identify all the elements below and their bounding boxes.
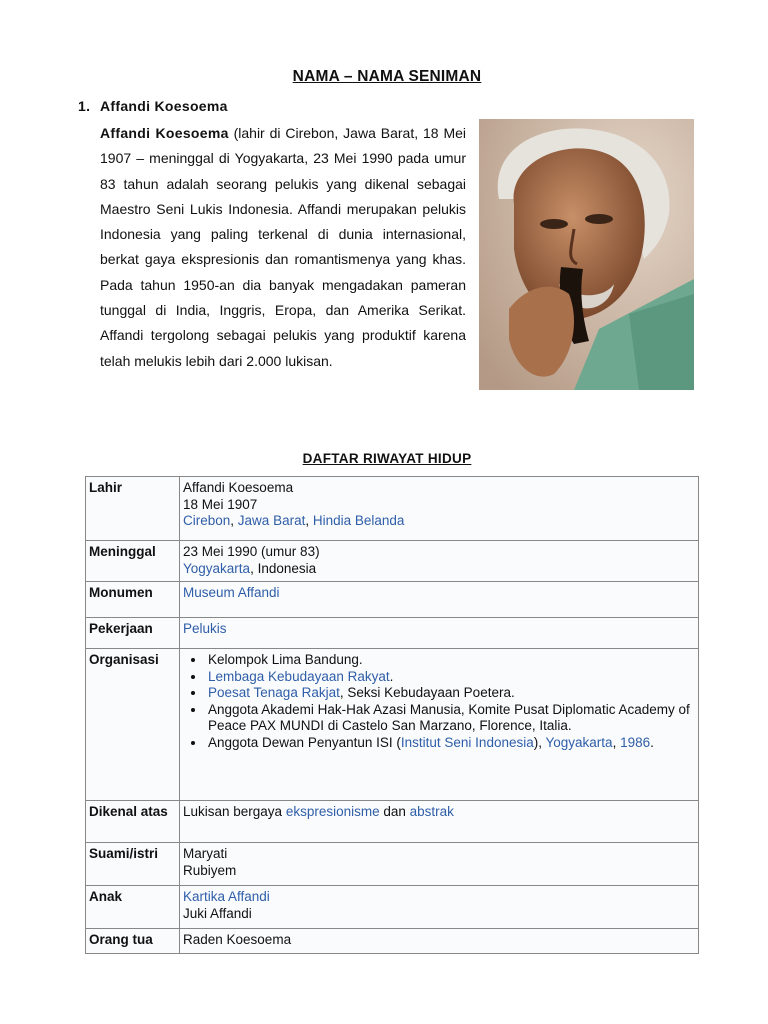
- link-hindia-belanda[interactable]: Hindia Belanda: [312, 513, 405, 528]
- row-label: Suami/istri: [86, 843, 180, 886]
- table-title: DAFTAR RIWAYAT HIDUP: [302, 451, 472, 466]
- row-value: [180, 843, 699, 886]
- separator: ,: [612, 734, 621, 750]
- child-name: Juki Affandi: [183, 905, 252, 921]
- child-name: [183, 889, 695, 906]
- row-label: Dikenal atas: [86, 801, 180, 843]
- death-place: [183, 561, 695, 578]
- table-row: [86, 582, 699, 618]
- row-label: Lahir: [86, 477, 180, 541]
- table-row: [86, 886, 699, 929]
- list-item: [206, 685, 695, 702]
- page-title: NAMA – NAMA SENIMAN: [292, 68, 482, 85]
- row-label: Monumen: [86, 582, 180, 618]
- birth-place: [183, 513, 695, 530]
- list-item: • Anggota Akademi Hak-Hak Azasi Manusia, Komite Pusat Diplomatic Academy of Peace PAX MUNDI di Castelo San Marzano, Florence, Italia.: [206, 702, 695, 735]
- separator: ),: [533, 734, 546, 750]
- bio-text: (lahir di Cirebon, Jawa Barat, 18 Mei 1907 – meninggal di Yogyakarta, 23 Mei 1990 pada umur 83 tahun adalah seorang pelukis yang dikenal sebagai Maestro Seni Lukis Indonesia. Affandi merupakan pelukis Indonesia yang paling terkenal di dunia internasional, berkat gaya ekspresionis dan romantismenya yang khas. Pada tahun 1950-an dia banyak mengadakan pameran tunggal di India, Inggris, Eropa, dan Amerika Serikat. Affandi tergolong sebagai pelukis yang produktif karena telah melukis lebih dari 2.000 lukisan.: [100, 125, 467, 369]
- death-date: 23 Mei 1990 (umur 83): [183, 544, 320, 559]
- link-1986[interactable]: 1986: [620, 734, 651, 750]
- link-abstrak[interactable]: abstrak: [409, 804, 454, 819]
- link-cirebon[interactable]: Cirebon: [183, 513, 231, 528]
- link-pelukis[interactable]: Pelukis: [183, 621, 227, 636]
- link-yogyakarta-2[interactable]: Yogyakarta: [545, 734, 613, 750]
- link-lekra[interactable]: Lembaga Kebudayaan Rakyat: [208, 668, 390, 684]
- link-museum-affandi[interactable]: Museum Affandi: [183, 585, 280, 600]
- row-value: [180, 886, 699, 929]
- table-row: [86, 618, 699, 649]
- biography-paragraph: [100, 121, 466, 374]
- known-for-text: Lukisan bergaya: [183, 804, 286, 819]
- link-isi[interactable]: Institut Seni Indonesia: [400, 734, 534, 750]
- row-value: [180, 801, 699, 843]
- birth-name: Affandi Koesoema: [183, 480, 294, 495]
- section-heading: [78, 98, 228, 114]
- portrait-photo: [479, 119, 694, 390]
- row-label: Pekerjaan: [86, 618, 180, 649]
- row-label: Meninggal: [86, 541, 180, 582]
- table-row: [86, 929, 699, 954]
- table-row: [86, 541, 699, 582]
- row-value: [180, 477, 699, 541]
- spouse-name: Maryati: [183, 846, 228, 861]
- table-row: [86, 477, 699, 541]
- row-label: Organisasi: [86, 649, 180, 801]
- row-value: Raden Koesoema: [180, 929, 699, 954]
- list-item: [206, 669, 695, 686]
- link-kartika-affandi[interactable]: Kartika Affandi: [183, 889, 270, 904]
- item-tail: .: [389, 668, 394, 684]
- table-row: [86, 801, 699, 843]
- table-row: [86, 649, 699, 801]
- list-item: • Kelompok Lima Bandung.: [206, 652, 695, 669]
- separator: ,: [230, 513, 238, 528]
- known-for-text: dan: [379, 804, 410, 819]
- list-item: [206, 735, 695, 752]
- item-tail: , Seksi Kebudayaan Poetera.: [339, 685, 515, 700]
- death-country: , Indonesia: [250, 560, 317, 576]
- row-value: [180, 618, 699, 649]
- table-row: [86, 843, 699, 886]
- birth-date: 18 Mei 1907: [183, 496, 258, 512]
- section-name: Affandi Koesoema: [100, 98, 228, 114]
- separator: ,: [305, 513, 313, 528]
- link-yogyakarta[interactable]: Yogyakarta: [183, 560, 251, 576]
- row-value: [180, 582, 699, 618]
- row-value: [180, 541, 699, 582]
- item-text: Anggota Dewan Penyantun ISI (: [208, 734, 401, 750]
- row-value: [180, 649, 699, 801]
- biography-table: [85, 476, 699, 954]
- bio-name: Affandi Koesoema: [100, 125, 229, 141]
- link-jawa-barat[interactable]: Jawa Barat: [237, 513, 306, 528]
- organization-list: [183, 652, 695, 751]
- row-label: Anak: [86, 886, 180, 929]
- section-number: 1.: [78, 98, 91, 114]
- link-ekspresionisme[interactable]: ekspresionisme: [285, 804, 380, 819]
- item-tail: .: [650, 734, 654, 750]
- spouse-name: Rubiyem: [183, 862, 237, 878]
- link-poetera[interactable]: Poesat Tenaga Rakjat: [208, 685, 340, 700]
- row-label: Orang tua: [86, 929, 180, 954]
